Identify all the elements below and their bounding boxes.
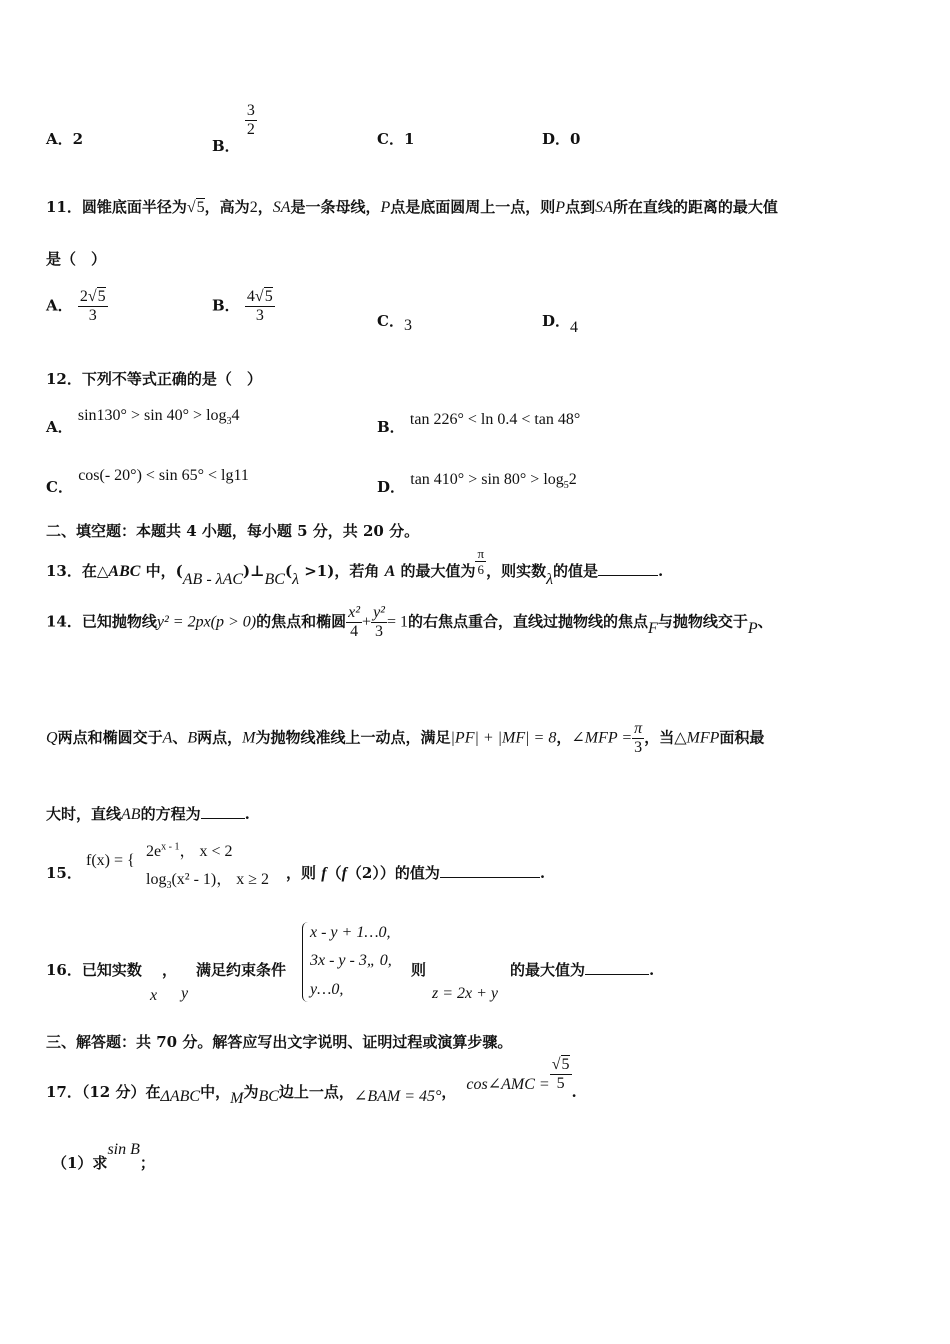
q16-constraint-2: 3x - y - 3„ 0, <box>310 952 392 969</box>
q15-case1: $2e^{x - 1}$， x < 2 <box>146 841 233 860</box>
q11-option-c: C．3 <box>377 312 412 334</box>
q17-stem: 17．（12 分）在ΔABC中，M为BC边上一点，∠BAM = 45°， cos∠AMC = $\frac{√5}{5}$ . <box>46 1056 577 1107</box>
q10-option-b: B． $\frac{3}{2}$ <box>212 102 255 155</box>
q16-var-x: x <box>150 987 158 1004</box>
q15-tail: ，则 f（f（2））的值为 . <box>286 864 546 882</box>
q13-stem: 13．在△ABC 中，(AB - λAC)⊥BC(λ >1)，若角 A 的最大值为 $\frac{\pi}{6}$ ，则实数λ的值是 . <box>46 546 664 588</box>
q16-constraint-1: x - y + 1…0, <box>310 924 391 941</box>
q17-part-1: （1）求sin B； <box>52 1141 155 1172</box>
q12-a-expr: $\sin 130^\circ > \sin 40^\circ > \log_34$ <box>77 407 240 428</box>
q16-stem-a: 16．已知实数 <box>46 961 142 979</box>
q12-option-a: A． $\sin 130^\circ > \sin 40^\circ > \log_34$ <box>46 407 240 436</box>
q12-option-c: C． cos(- 20°) < sin 65° < lg11 <box>46 467 249 496</box>
q16-constraint-3: y…0, <box>310 981 344 998</box>
q15-fx: f(x) = { <box>86 852 135 869</box>
q16-stem-b: 满足约束条件 <box>196 961 287 979</box>
q12-option-d: D． $\tan 410^\circ > \sin 80^\circ > \log_52$ <box>377 471 577 496</box>
q16-var-y: y <box>181 985 189 1002</box>
q11-option-a: A． $\frac{2√5}{3}$ <box>46 288 106 324</box>
q16-tail: 的最大值为 . <box>510 961 655 979</box>
section-2-heading: 二、填空题：本题共 4 小题，每小题 5 分，共 20 分。 <box>46 522 420 540</box>
q11-stem-line1: 11．圆锥底面半径为√5，高为2，SA是一条母线，P点是底面圆周上一点，则P点到SA所在直线的距离的最大值 <box>46 198 778 216</box>
q14-stem-line1: 14．已知抛物线y² = 2px(p > 0)的焦点和椭圆 $\frac{\text{x²}}{4}$ + $\frac{\text{y²}}{3}$ = 1的右焦点重合，直线过抛物线的焦点F与抛物线交于P、 <box>46 604 773 640</box>
section-3-heading: 三、解答题：共 70 分。解答应写出文字说明、证明过程或演算步骤。 <box>46 1033 513 1051</box>
q11-option-d: D．4 <box>542 312 579 336</box>
q14-stem-line3: 大时，直线AB的方程为 . <box>46 805 250 823</box>
q15-number: 15． <box>46 864 82 882</box>
q12-stem: 12．下列不等式正确的是（ ） <box>46 370 262 388</box>
q11-option-b: B． $\frac{4√5}{3}$ <box>212 288 273 324</box>
q16-objective: z = 2x + y <box>432 985 499 1002</box>
q10-b-fraction: $\frac{3}{2}$ <box>246 102 255 138</box>
q12-option-b: B． tan 226° < ln 0.4 < tan 48° <box>377 411 581 436</box>
q15-case2: $\log_3(x^2 - 1)$， x ≥ 2 <box>146 871 270 892</box>
q16-comma: ， <box>162 961 178 979</box>
q10-option-d: D．0 <box>542 130 581 148</box>
q11-stem-line2: 是（ ） <box>46 250 107 268</box>
q16-brace <box>302 922 309 1002</box>
q16-then: 则 <box>411 961 427 979</box>
q10-option-c: C．1 <box>377 130 415 148</box>
q14-stem-line2: Q两点和椭圆交于A、B两点，M为抛物线准线上一动点，满足|PF| + |MF| = 8，∠MFP = $\frac{\pi}{3}$ ，当△MFP面积最 <box>46 720 765 756</box>
q10-option-a: A．2 <box>46 130 84 148</box>
